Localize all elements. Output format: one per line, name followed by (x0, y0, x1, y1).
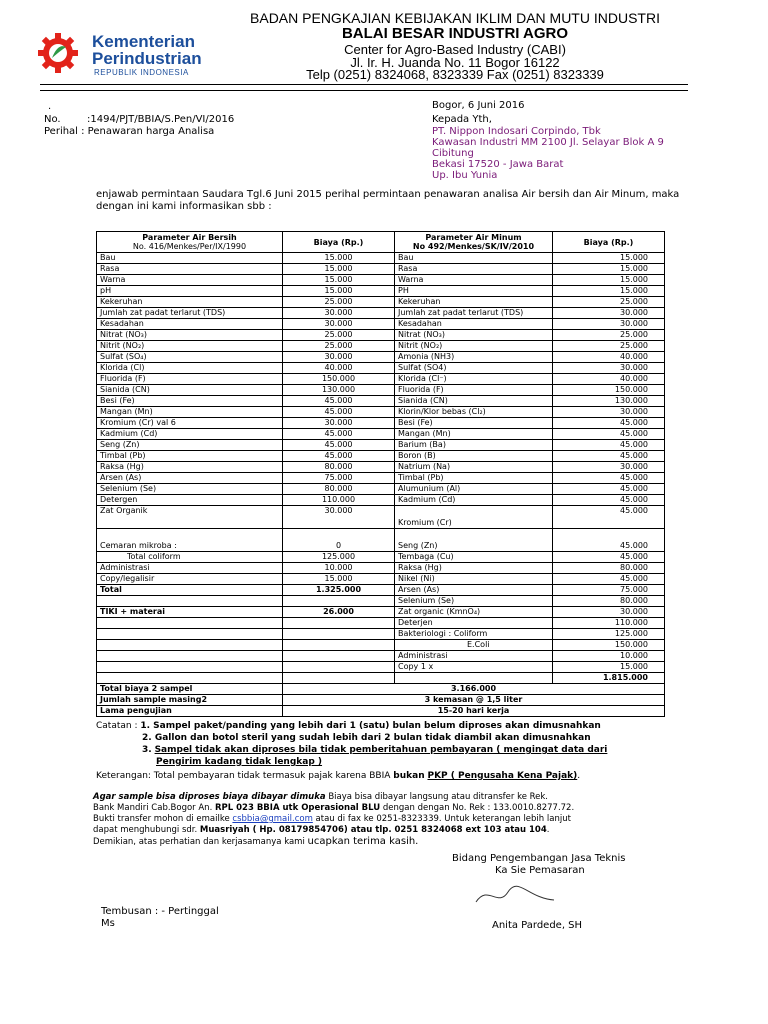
intro-line-2: dengan ini kami informasikan sbb : (96, 201, 272, 212)
letter-subject: Perihal : Penawaran harga Analisa (44, 126, 215, 137)
table-row (97, 618, 665, 629)
summary-row (97, 706, 665, 717)
cell-param: Cemaran mikroba : (97, 529, 283, 552)
cell-param: Kadmium (Cd) (97, 429, 283, 440)
payment-line-2 (93, 803, 574, 814)
cell-price: 25.000 (553, 330, 665, 341)
closing-thanks: ucapkan terima kasih. (307, 836, 419, 847)
keterangan-bukan: bukan (393, 771, 425, 781)
note-line-1 (96, 720, 607, 732)
table-row (97, 574, 665, 585)
cell-price: 125.000 (283, 552, 395, 563)
cell-price: 75.000 (283, 473, 395, 484)
cell-price: 80.000 (553, 596, 665, 607)
header-air-minum (395, 232, 553, 253)
cell-param: Bau (395, 253, 553, 264)
keterangan-end: . (577, 771, 581, 781)
cell-param: Selenium (Se) (395, 596, 553, 607)
cell-param: Timbal (Pb) (395, 473, 553, 484)
letter-number: :1494/PJT/BBIA/S.Pen/VI/2016 (87, 114, 235, 125)
cell-empty (283, 596, 395, 607)
cell-price: 25.000 (283, 297, 395, 308)
dot-mark: . (48, 101, 52, 112)
cell-param: Besi (Fe) (97, 396, 283, 407)
table-row (97, 418, 665, 429)
cell-param: Arsen (As) (97, 473, 283, 484)
cell-price: 15.000 (283, 574, 395, 585)
cell-param: Sianida (CN) (395, 396, 553, 407)
cell-param: Besi (Fe) (395, 418, 553, 429)
recipient-attention: Up. Ibu Yunia (432, 170, 498, 181)
table-row (97, 319, 665, 330)
payment-contact: Muasriyah ( Hp. 08179854706) atau tlp. 0251 8324068 ext 103 atau 104 (199, 825, 547, 835)
header-divider (40, 84, 688, 91)
cell-price: 25.000 (283, 330, 395, 341)
recipient-company: PT. Nippon Indosari Corpindo, Tbk (432, 126, 601, 137)
cell-param: pH (97, 286, 283, 297)
cell-price: 75.000 (553, 585, 665, 596)
cell-param: Warna (97, 275, 283, 286)
table-row (97, 363, 665, 374)
cell-param: Klorida (Cl) (97, 363, 283, 374)
cell-price: 45.000 (553, 506, 665, 529)
summary-row (97, 684, 665, 695)
cell-price: 10.000 (283, 563, 395, 574)
cell-param: Seng (Zn) (97, 440, 283, 451)
cell-param: Alumunium (Al) (395, 484, 553, 495)
payment-text-1: Biaya bisa dibayar langsung atau ditransfer ke Rek. (325, 792, 549, 802)
table-row (97, 275, 665, 286)
letter-date: Bogor, 6 Juni 2016 (432, 100, 525, 111)
header-biaya-left: Biaya (Rp.) (283, 232, 395, 253)
cell-param: Mangan (Mn) (97, 407, 283, 418)
table-row (97, 286, 665, 297)
cell-param: Sulfat (SO4) (395, 363, 553, 374)
cell-price: 80.000 (553, 563, 665, 574)
note-line-2 (96, 732, 607, 744)
payment-contact-label: dapat menghubungi sdr. (93, 825, 200, 835)
cell-empty (97, 629, 283, 640)
cell-param: Sianida (CN) (97, 385, 283, 396)
cell-price: 45.000 (283, 429, 395, 440)
cell-price: 45.000 (553, 495, 665, 506)
cell-param: Kadmium (Cd) (395, 495, 553, 506)
table-row (97, 330, 665, 341)
cell-empty (97, 651, 283, 662)
cell-price: 45.000 (553, 484, 665, 495)
cell-price: 15.000 (283, 253, 395, 264)
cell-empty (283, 640, 395, 651)
header-biaya-right: Biaya (Rp.) (553, 232, 665, 253)
cell-param: Raksa (Hg) (97, 462, 283, 473)
recipient-greeting: Kepada Yth, (432, 114, 492, 125)
cell-param: Amonia (NH3) (395, 352, 553, 363)
cell-param: Fluorida (F) (97, 374, 283, 385)
table-row (97, 552, 665, 563)
cell-param: Administrasi (395, 651, 553, 662)
payment-fax: atau di fax ke 0251-8323339. Untuk keterangan lebih lanjut (312, 814, 571, 824)
recipient-address-3: Bekasi 17520 - Jawa Barat (432, 159, 564, 170)
cell-param: Raksa (Hg) (395, 563, 553, 574)
cell-param: Nitrit (NO₂) (395, 341, 553, 352)
cell-price: 15.000 (553, 253, 665, 264)
cell-param: Jumlah zat padat terlarut (TDS) (395, 308, 553, 319)
cell-param: Bakteriologi : Coliform (395, 629, 553, 640)
header-address: Jl. Ir. H. Juanda No. 11 Bogor 16122 (350, 55, 560, 70)
cell-param: PH (395, 286, 553, 297)
summary-row (97, 695, 665, 706)
cell-price: 45.000 (553, 429, 665, 440)
cell-price: 15.000 (283, 275, 395, 286)
signature-mark (468, 880, 558, 910)
recipient-address-1: Kawasan Industri MM 2100 Jl. Selayar Blok A 9 (432, 137, 664, 148)
payment-line-3 (93, 814, 574, 825)
header-institution: BALAI BESAR INDUSTRI AGRO (341, 25, 569, 42)
table-row (97, 529, 665, 552)
cell-price: 30.000 (283, 308, 395, 319)
cell-param: Arsen (As) (395, 585, 553, 596)
cell-price: 30.000 (283, 352, 395, 363)
keterangan-pkp: PKP ( Pengusaha Kena Pajak) (427, 771, 578, 781)
header-air-bersih-title: Parameter Air Bersih (142, 233, 237, 242)
cell-param: Nitrit (NO₂) (97, 341, 283, 352)
table-row (97, 253, 665, 264)
table-row (97, 352, 665, 363)
payment-line-1 (93, 792, 574, 803)
cell-param: Rasa (97, 264, 283, 275)
gear-logo-icon (36, 31, 80, 75)
summary-label: Jumlah sample masing2 (97, 695, 283, 706)
keterangan-text: Keterangan: Total pembayaran tidak termasuk pajak karena BBIA (96, 771, 391, 781)
payment-email-link[interactable]: csbbia@gmail.com (232, 814, 313, 824)
cell-price: 80.000 (283, 484, 395, 495)
cell-param: Tembaga (Cu) (395, 552, 553, 563)
cell-price: 25.000 (553, 341, 665, 352)
payment-emphasis: Agar sample bisa diproses biaya dibayar dimuka (93, 792, 326, 802)
cell-empty (283, 673, 395, 684)
header-air-bersih (97, 232, 283, 253)
header-air-bersih-reg: No. 416/Menkes/Per/IX/1990 (132, 242, 247, 251)
cell-price: 150.000 (283, 374, 395, 385)
table-row (97, 651, 665, 662)
cell-param: Seng (Zn) (395, 529, 553, 552)
cell-tiki-label: TIKI + materai (97, 607, 283, 618)
cell-param: Total coliform (97, 552, 283, 563)
cell-price: 125.000 (553, 629, 665, 640)
cell-price: 0 (283, 529, 395, 552)
table-row (97, 607, 665, 618)
cell-price: 30.000 (553, 308, 665, 319)
cell-empty (283, 618, 395, 629)
note-2: 2. Gallon dan botol steril yang sudah lebih dari 2 bulan tidak diambil akan dimusnahkan (142, 733, 591, 743)
cell-price: 40.000 (553, 352, 665, 363)
recipient-address-2: Cibitung (432, 148, 474, 159)
cell-empty (97, 662, 283, 673)
keterangan (96, 770, 580, 782)
cell-price: 30.000 (553, 319, 665, 330)
table-row (97, 629, 665, 640)
logo-text (92, 33, 202, 67)
cell-param: Administrasi (97, 563, 283, 574)
header-english-name: Center for Agro-Based Industry (CABI) (344, 42, 566, 57)
payment-bank: Bank Mandiri Cab.Bogor An. (93, 803, 215, 813)
cell-price: 45.000 (553, 451, 665, 462)
cc-label: Tembusan : - Pertinggal (101, 906, 219, 917)
notes-label: Catatan : (96, 721, 138, 731)
cell-param: Kromium (Cr) (395, 506, 553, 529)
cell-grand-total: 1.815.000 (553, 673, 665, 684)
cell-empty (283, 651, 395, 662)
cell-empty (97, 618, 283, 629)
cell-param: Bau (97, 253, 283, 264)
cell-price: 15.000 (283, 264, 395, 275)
cell-price: 25.000 (553, 297, 665, 308)
ministry-logo (30, 26, 230, 86)
table-row (97, 462, 665, 473)
cell-param: Kesadahan (97, 319, 283, 330)
cell-total-value: 1.325.000 (283, 585, 395, 596)
cell-price: 80.000 (283, 462, 395, 473)
cell-price: 45.000 (553, 418, 665, 429)
cell-price: 45.000 (283, 451, 395, 462)
cell-empty (97, 596, 283, 607)
cell-param: Copy 1 x (395, 662, 553, 673)
cell-price: 45.000 (553, 529, 665, 552)
cell-param: Zat organic (KmnO₄) (395, 607, 553, 618)
table-row (97, 495, 665, 506)
payment-line-4 (93, 825, 574, 836)
table-row (97, 407, 665, 418)
cell-empty (97, 673, 283, 684)
cell-param: Nitrat (NO₃) (97, 330, 283, 341)
payment-account-name: RPL 023 BBIA utk Operasional BLU (214, 803, 381, 813)
table-row (97, 673, 665, 684)
table-row (97, 374, 665, 385)
cell-price: 45.000 (283, 396, 395, 407)
table-row (97, 596, 665, 607)
table-row (97, 640, 665, 651)
cell-param: Fluorida (F) (395, 385, 553, 396)
cell-param: Boron (B) (395, 451, 553, 462)
summary-value: 15-20 hari kerja (283, 706, 665, 717)
logo-line2: Perindustrian (92, 49, 202, 68)
cell-price: 30.000 (283, 319, 395, 330)
table-row (97, 662, 665, 673)
cell-param: Rasa (395, 264, 553, 275)
table-row (97, 563, 665, 574)
cell-empty (97, 640, 283, 651)
cell-price: 40.000 (553, 374, 665, 385)
cell-price: 25.000 (283, 341, 395, 352)
cell-price: 150.000 (553, 640, 665, 651)
summary-label: Total biaya 2 sampel (97, 684, 283, 695)
cell-price: 30.000 (283, 506, 395, 529)
table-row (97, 429, 665, 440)
cell-price: 30.000 (283, 418, 395, 429)
cell-price: 30.000 (553, 363, 665, 374)
note-line-3 (96, 744, 607, 756)
cell-price: 15.000 (553, 662, 665, 673)
cell-price: 10.000 (553, 651, 665, 662)
cell-param: Detergen (97, 495, 283, 506)
table-row (97, 440, 665, 451)
cell-price: 110.000 (283, 495, 395, 506)
payment-contact-end: . (546, 825, 550, 835)
payment-block (93, 792, 574, 848)
header-air-minum-reg: No 492/Menkes/SK/IV/2010 (412, 242, 535, 251)
cell-param: Barium (Ba) (395, 440, 553, 451)
cell-param: Copy/legalisir (97, 574, 283, 585)
payment-account-number: dengan dengan No. Rek : 133.0010.8277.72. (380, 803, 575, 813)
cell-tiki-value: 26.000 (283, 607, 395, 618)
closing-text: Demikian, atas perhatian dan kerjasamanya kami (93, 837, 308, 847)
table-row (97, 341, 665, 352)
cell-price: 45.000 (553, 473, 665, 484)
cell-param: Klorida (Cl⁻) (395, 374, 553, 385)
table-row (97, 473, 665, 484)
cell-param: Klorin/Klor bebas (Cl₂) (395, 407, 553, 418)
cell-price: 15.000 (553, 275, 665, 286)
cell-empty (283, 662, 395, 673)
table-row (97, 585, 665, 596)
header-air-minum-title: Parameter Air Minum (425, 233, 522, 242)
cc-ms: Ms (101, 918, 115, 929)
cell-param: Deterjen (395, 618, 553, 629)
cell-price: 30.000 (553, 407, 665, 418)
price-table (96, 231, 665, 717)
table-row (97, 297, 665, 308)
cell-price: 45.000 (283, 440, 395, 451)
cell-empty (395, 673, 553, 684)
summary-label: Lama pengujian (97, 706, 283, 717)
intro-line-1: enjawab permintaan Saudara Tgl.6 Juni 2015 perihal permintaan penawaran analisa Air bersih dan Air Minum, maka (96, 189, 680, 200)
cell-price: 15.000 (283, 286, 395, 297)
table-row (97, 451, 665, 462)
cell-param: Zat Organik (97, 506, 283, 529)
cell-price: 30.000 (553, 607, 665, 618)
cell-param: Nitrat (NO₃) (395, 330, 553, 341)
cell-param: Mangan (Mn) (395, 429, 553, 440)
payment-email-label: Bukti transfer mohon di emailke (93, 814, 233, 824)
table-row (97, 484, 665, 495)
cell-param: Jumlah zat padat terlarut (TDS) (97, 308, 283, 319)
cell-price: 15.000 (553, 264, 665, 275)
cell-price: 45.000 (553, 552, 665, 563)
signature-department: Bidang Pengembangan Jasa Teknis (452, 853, 626, 864)
letter-number-label: No. (44, 114, 61, 125)
cell-param: Sulfat (SO₄) (97, 352, 283, 363)
cell-param: Kekeruhan (97, 297, 283, 308)
signatory-name: Anita Pardede, SH (492, 920, 583, 931)
cell-price: 45.000 (283, 407, 395, 418)
table-row (97, 308, 665, 319)
summary-value: 3 kemasan @ 1,5 liter (283, 695, 665, 706)
signature-title: Ka Sie Pemasaran (495, 865, 585, 876)
cell-total-label: Total (97, 585, 283, 596)
cell-price: 40.000 (283, 363, 395, 374)
logo-line1: Kementerian (92, 32, 195, 51)
cell-price: 110.000 (553, 618, 665, 629)
cell-price: 45.000 (553, 440, 665, 451)
note-3-cont: Pengirim kadang tidak lengkap ) (156, 757, 323, 767)
cell-param: Kesadahan (395, 319, 553, 330)
cell-param: Selenium (Se) (97, 484, 283, 495)
note-1: 1. Sampel paket/panding yang lebih dari 1 (satu) bulan belum diproses akan dimusnahkan (140, 721, 601, 731)
table-row (97, 264, 665, 275)
cell-price: 130.000 (283, 385, 395, 396)
cell-price: 45.000 (553, 574, 665, 585)
logo-subtitle: REPUBLIK INDONESIA (94, 68, 189, 77)
note-3: Sampel tidak akan diproses bila tidak pemberitahuan pembayaran ( mengingat data dari (154, 745, 608, 755)
header-phone: Telp (0251) 8324068, 8323339 Fax (0251) 8323339 (306, 67, 604, 82)
cell-param: Nikel (Ni) (395, 574, 553, 585)
summary-value: 3.166.000 (283, 684, 665, 695)
table-row (97, 385, 665, 396)
cell-param: Timbal (Pb) (97, 451, 283, 462)
cell-param: Warna (395, 275, 553, 286)
note-line-4 (96, 756, 607, 768)
cell-param: E.Coli (395, 640, 553, 651)
cell-price: 130.000 (553, 396, 665, 407)
payment-line-5 (93, 836, 574, 848)
header-agency: BADAN PENGKAJIAN KEBIJAKAN IKLIM DAN MUTU INDUSTRI (250, 10, 660, 26)
cell-price: 30.000 (553, 462, 665, 473)
notes-block (96, 720, 607, 768)
cell-price: 150.000 (553, 385, 665, 396)
cell-param: Kromium (Cr) val 6 (97, 418, 283, 429)
table-row (97, 506, 665, 529)
cell-price: 15.000 (553, 286, 665, 297)
table-header-row (97, 232, 665, 253)
cell-param: Kekeruhan (395, 297, 553, 308)
cell-param: Natrium (Na) (395, 462, 553, 473)
table-row (97, 396, 665, 407)
cell-empty (283, 629, 395, 640)
note-3-number: 3. (142, 745, 152, 755)
